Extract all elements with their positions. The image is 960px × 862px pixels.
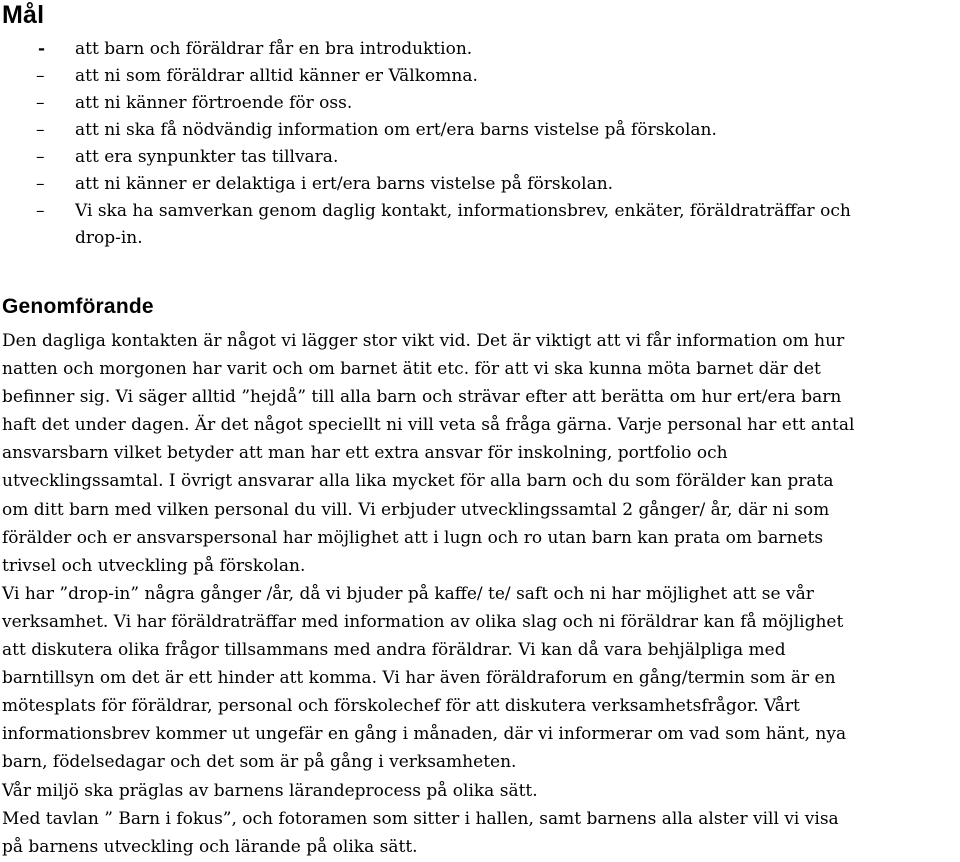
list-marker: –	[36, 120, 45, 140]
goal-text: att ni ska få nödvändig information om ert/era barns vistelse på förskolan.	[75, 120, 717, 140]
goal-item	[0, 171, 958, 198]
list-marker: –	[36, 174, 45, 194]
list-marker: –	[36, 201, 45, 221]
goal-item	[0, 63, 958, 90]
text-line: barn, födelsedagar och det som är på gång i verksamheten.	[2, 752, 517, 773]
text-line: mötesplats för föräldrar, personal och förskolechef för att diskutera verksamhetsfrågor. Vårt	[2, 696, 800, 717]
text-line: trivsel och utveckling på förskolan.	[2, 555, 306, 576]
text-line: Vår miljö ska präglas av barnens lärandeprocess på olika sätt.	[2, 780, 538, 801]
text-line: om ditt barn med vilken personal du vill. Vi erbjuder utvecklingssamtal 2 gånger/ år, där ni som	[2, 499, 830, 520]
text-line: ansvarsbarn vilket betyder att man har ett extra ansvar för inskolning, portfolio och	[2, 443, 728, 464]
goal-text: Vi ska ha samverkan genom daglig kontakt, informationsbrev, enkäter, föräldraträffar och	[75, 201, 851, 221]
list-marker: –	[36, 147, 45, 167]
goal-text: att era synpunkter tas tillvara.	[75, 147, 339, 167]
text-line: Vi har ”drop-in” några gånger /år, då vi bjuder på kaffe/ te/ saft och ni har möjlighet att se vår	[2, 583, 814, 604]
goal-item	[0, 144, 958, 171]
implementation-paragraph	[2, 327, 956, 861]
text-line: Med tavlan ” Barn i fokus”, och fotoramen som sitter i hallen, samt barnens alla alster vill vi visa	[2, 808, 839, 829]
text-line: på barnens utveckling och lärande på olika sätt.	[2, 836, 418, 857]
list-marker: –	[36, 93, 45, 113]
text-line: att diskutera olika frågor tillsammans med andra föräldrar. Vi kan då vara behjälpliga med	[2, 640, 786, 661]
goals-list	[0, 36, 958, 252]
text-line: haft det under dagen. Är det något speciellt ni vill veta så fråga gärna. Varje personal har ett antal	[2, 415, 855, 436]
heading-implementation: Genomförande	[2, 295, 154, 318]
text-line: natten och morgonen har varit och om barnet ätit etc. för att vi ska kunna möta barnet där det	[2, 359, 821, 380]
goal-text: att ni känner förtroende för oss.	[75, 93, 353, 113]
text-line: barntillsyn om det är ett hinder att komma. Vi har även föräldraforum en gång/termin som är en	[2, 668, 836, 689]
goal-item	[0, 117, 958, 144]
goal-text-continuation: drop-in.	[75, 228, 143, 248]
heading-goals: Mål	[2, 1, 45, 29]
text-line: Den dagliga kontakten är något vi lägger stor vikt vid. Det är viktigt att vi får information om hur	[2, 331, 845, 351]
text-line: utvecklingssamtal. I övrigt ansvarar alla lika mycket för alla barn och du som förälder kan prata	[2, 471, 834, 492]
list-marker: -	[38, 39, 46, 59]
list-marker: –	[36, 66, 45, 86]
goal-text: att ni känner er delaktiga i ert/era barns vistelse på förskolan.	[75, 174, 614, 194]
text-line: förälder och er ansvarspersonal har möjlighet att i lugn och ro utan barn kan prata om barnets	[2, 527, 824, 548]
goal-item	[0, 36, 958, 63]
goal-text: att ni som föräldrar alltid känner er Välkomna.	[75, 66, 478, 86]
goal-item	[0, 198, 958, 252]
goal-item	[0, 90, 958, 117]
text-line: befinner sig. Vi säger alltid ”hejdå” till alla barn och strävar efter att berätta om hur ert/era barn	[2, 387, 842, 408]
text-line: informationsbrev kommer ut ungefär en gång i månaden, där vi informerar om vad som hänt, nya	[2, 724, 847, 745]
goal-text: att barn och föräldrar får en bra introduktion.	[75, 39, 473, 59]
text-line: verksamhet. Vi har föräldraträffar med information av olika slag och ni föräldrar kan få möjlighet	[2, 611, 844, 632]
